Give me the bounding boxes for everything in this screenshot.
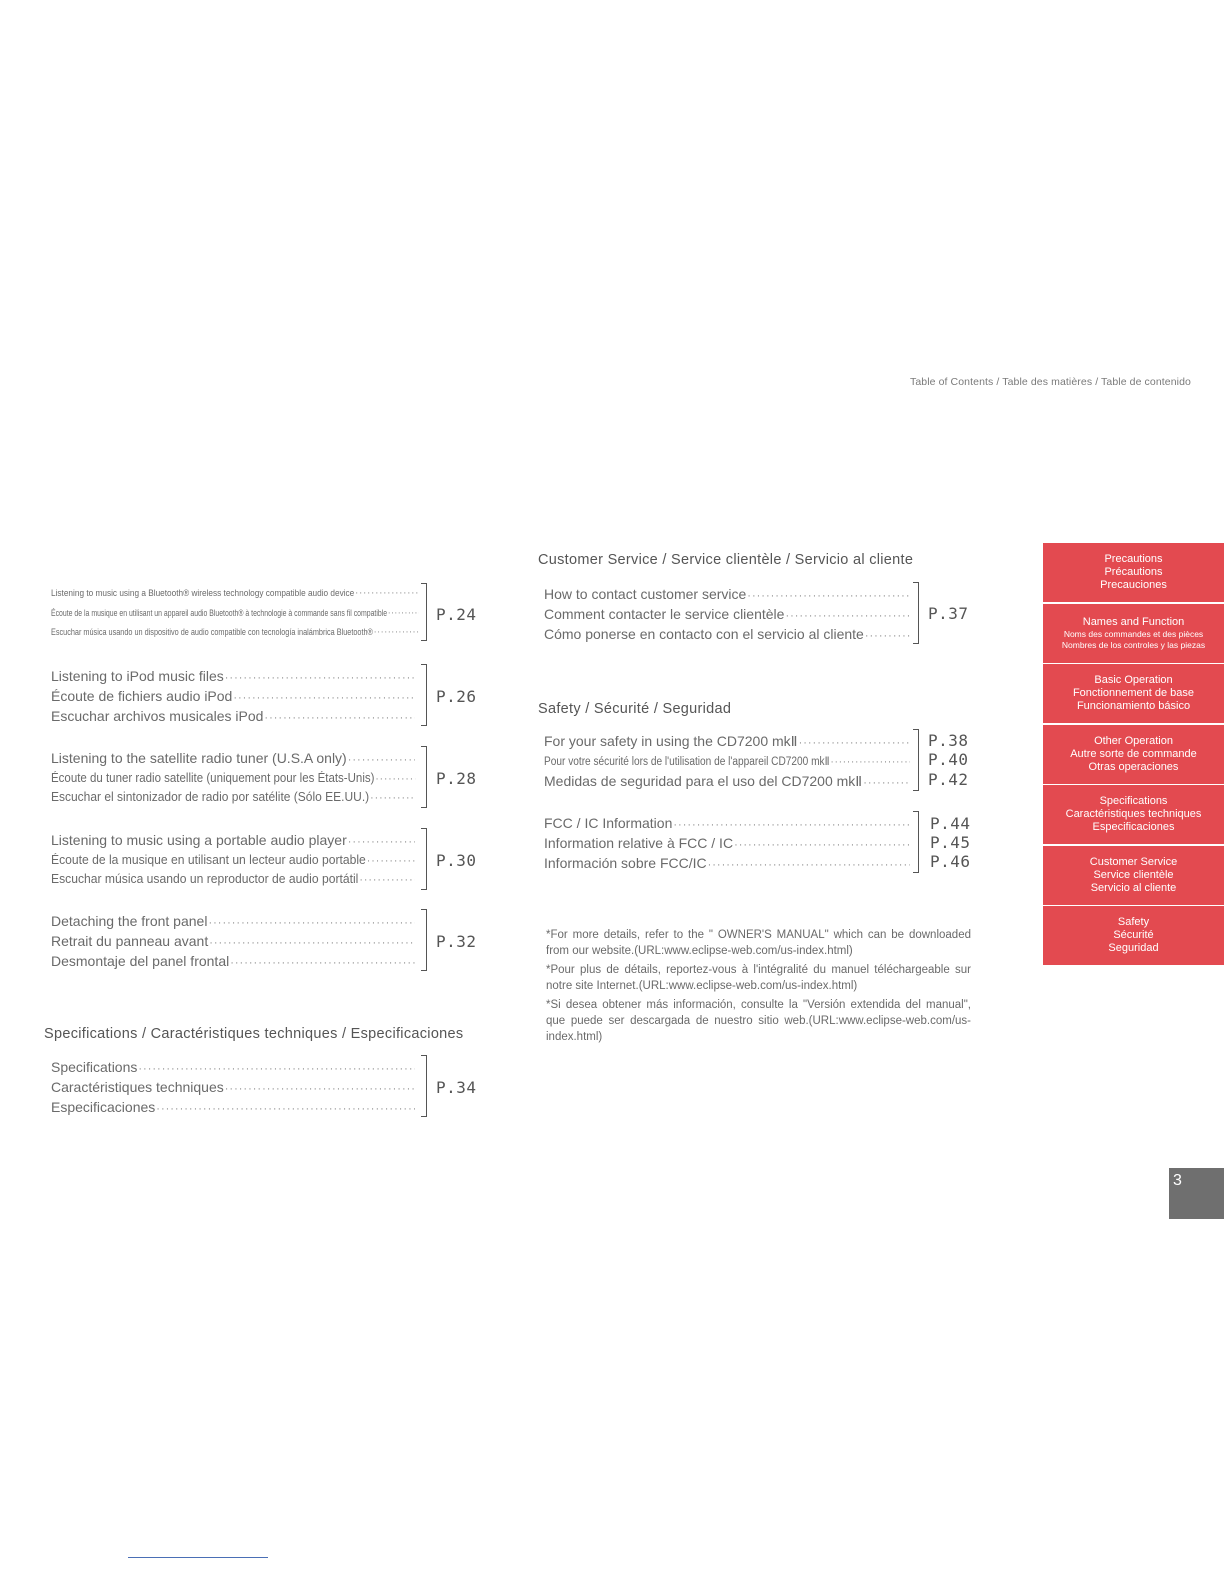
- section-tabs: [1043, 543, 1224, 967]
- section-heading-safety: Safety / Sécurité / Seguridad: [538, 701, 732, 717]
- toc-entry[interactable]: Información sobre FCC/IC ·····: [544, 855, 910, 871]
- toc-entry[interactable]: Cómo ponerse en contacto con el servicio al cliente ·····: [544, 626, 910, 642]
- toc-entry[interactable]: FCC / IC Information ·····: [544, 815, 910, 831]
- toc-group-bluetooth: [51, 583, 481, 638]
- toc-bracket: [913, 729, 919, 791]
- toc-entry[interactable]: Comment contacter le service clientèle ·····: [544, 606, 910, 622]
- toc-bracket: [913, 582, 919, 644]
- toc-entry[interactable]: Pour votre sécurité lors de l'utilisation de l'appareil CD7200 mkⅡ ·····: [544, 754, 910, 768]
- page-number-badge: [1169, 1168, 1224, 1219]
- page-ref[interactable]: P.30: [436, 851, 477, 870]
- toc-entry[interactable]: Desmontaje del panel frontal ·····: [51, 953, 415, 969]
- toc-entry[interactable]: Listening to iPod music files ·····: [51, 668, 415, 684]
- page-ref[interactable]: P.28: [436, 769, 477, 788]
- toc-entry[interactable]: Listening to music using a Bluetooth® wireless technology compatible audio device ·····: [51, 587, 419, 599]
- page-number: 3: [1173, 1172, 1182, 1189]
- page-ref[interactable]: P.38: [928, 731, 969, 750]
- footnote-spanish: *Si desea obtener más información, consulte la "Versión extendida del manual", que puede ser descargada de nuestro sitio web.(URL:www.eclipse-web.com/us-index.html): [546, 999, 971, 1043]
- toc-entry[interactable]: Escuchar el sintonizador de radio por satélite (Sólo EE.UU.) ·····: [51, 790, 416, 804]
- page-ref[interactable]: P.37: [928, 604, 969, 623]
- toc-entry[interactable]: Specifications ·····: [51, 1059, 415, 1075]
- divider-line: [128, 1557, 268, 1558]
- page-ref[interactable]: P.45: [930, 833, 971, 852]
- tab-safety[interactable]: Safety Sécurité Seguridad: [1043, 906, 1224, 965]
- toc-group-customer-service: [544, 582, 974, 642]
- page-ref[interactable]: P.26: [436, 687, 477, 706]
- toc-bracket: [913, 811, 919, 873]
- toc-entry[interactable]: Especificaciones ·····: [51, 1099, 415, 1115]
- toc-entry[interactable]: Écoute de la musique en utilisant un appareil audio Bluetooth® à technologie à commande sans fil compatible ·····: [51, 607, 419, 619]
- page-ref[interactable]: P.34: [436, 1078, 477, 1097]
- toc-entry[interactable]: Escuchar archivos musicales iPod ·····: [51, 708, 415, 724]
- page-header-title: Table of Contents / Table des matières / Table de contenido: [909, 376, 1191, 388]
- toc-entry[interactable]: Escuchar música usando un reproductor de audio portátil ·····: [51, 872, 415, 886]
- toc-group-front-panel: [51, 909, 481, 969]
- footnote-english: *For more details, refer to the " OWNER'S MANUAL" which can be downloaded from our website.(URL:www.eclipse-web.com/us-index.html): [546, 929, 971, 957]
- page-ref[interactable]: P.24: [436, 605, 477, 624]
- toc-bracket: [421, 664, 427, 726]
- toc-group-ipod: [51, 664, 481, 724]
- toc-bracket: [421, 909, 427, 971]
- toc-group-satellite: [51, 746, 481, 806]
- toc-entry[interactable]: Écoute de fichiers audio iPod ·····: [51, 688, 415, 704]
- toc-entry[interactable]: Écoute du tuner radio satellite (uniquement pour les États-Unis) ·····: [51, 771, 415, 785]
- tab-precautions[interactable]: Precautions Précautions Precauciones: [1043, 543, 1224, 602]
- toc-bracket: [421, 1055, 427, 1117]
- toc-bracket: [421, 583, 427, 641]
- tab-basic-operation[interactable]: Basic Operation Fonctionnement de base Funcionamiento básico: [1043, 664, 1224, 723]
- toc-entry[interactable]: Caractéristiques techniques ·····: [51, 1079, 415, 1095]
- toc-entry[interactable]: Medidas de seguridad para el uso del CD7200 mkⅡ ·····: [544, 773, 910, 790]
- page-ref[interactable]: P.40: [928, 750, 969, 769]
- toc-bracket: [421, 828, 427, 890]
- toc-entry[interactable]: For your safety in using the CD7200 mkⅡ ·····: [544, 733, 910, 750]
- toc-entry[interactable]: Retrait du panneau avant ·····: [51, 933, 415, 949]
- toc-group-safety: [544, 729, 974, 789]
- toc-entry[interactable]: Listening to music using a portable audio player ·····: [51, 832, 415, 848]
- toc-group-portable-audio: [51, 828, 481, 888]
- tab-customer-service[interactable]: Customer Service Service clientèle Servicio al cliente: [1043, 846, 1224, 905]
- toc-entry[interactable]: Écoute de la musique en utilisant un lecteur audio portable ·····: [51, 853, 415, 867]
- toc-bracket: [421, 746, 427, 808]
- footnote-french: *Pour plus de détails, reportez-vous à l'intégralité du manuel téléchargeable sur notre site Internet.(URL:www.eclipse-web.com/us-index.html): [546, 964, 971, 992]
- page-ref[interactable]: P.42: [928, 770, 969, 789]
- page-ref[interactable]: P.32: [436, 932, 477, 951]
- toc-entry[interactable]: Detaching the front panel ·····: [51, 913, 415, 929]
- toc-entry[interactable]: Listening to the satellite radio tuner (U.S.A only) ·····: [51, 750, 415, 766]
- section-heading-customer-service: Customer Service / Service clientèle / Servicio al cliente: [538, 552, 914, 568]
- toc-entry[interactable]: Information relative à FCC / IC ·····: [544, 835, 910, 851]
- tab-names-and-function[interactable]: Names and Function Noms des commandes et des pièces Nombres de los controles y las piezas: [1043, 604, 1224, 663]
- page-ref[interactable]: P.44: [930, 814, 971, 833]
- tab-specifications[interactable]: Specifications Caractéristiques techniques Especificaciones: [1043, 785, 1224, 844]
- section-heading-specifications: Specifications / Caractéristiques techniques / Especificaciones: [44, 1026, 464, 1042]
- page-ref[interactable]: P.46: [930, 852, 971, 871]
- toc-group-specifications: [51, 1055, 481, 1115]
- toc-group-fcc: [544, 811, 974, 871]
- toc-entry[interactable]: Escuchar música usando un dispositivo de audio compatible con tecnología inalámbrica Bluetooth® ·····: [51, 626, 419, 638]
- toc-entry[interactable]: How to contact customer service ·····: [544, 586, 910, 602]
- tab-other-operation[interactable]: Other Operation Autre sorte de commande Otras operaciones: [1043, 725, 1224, 784]
